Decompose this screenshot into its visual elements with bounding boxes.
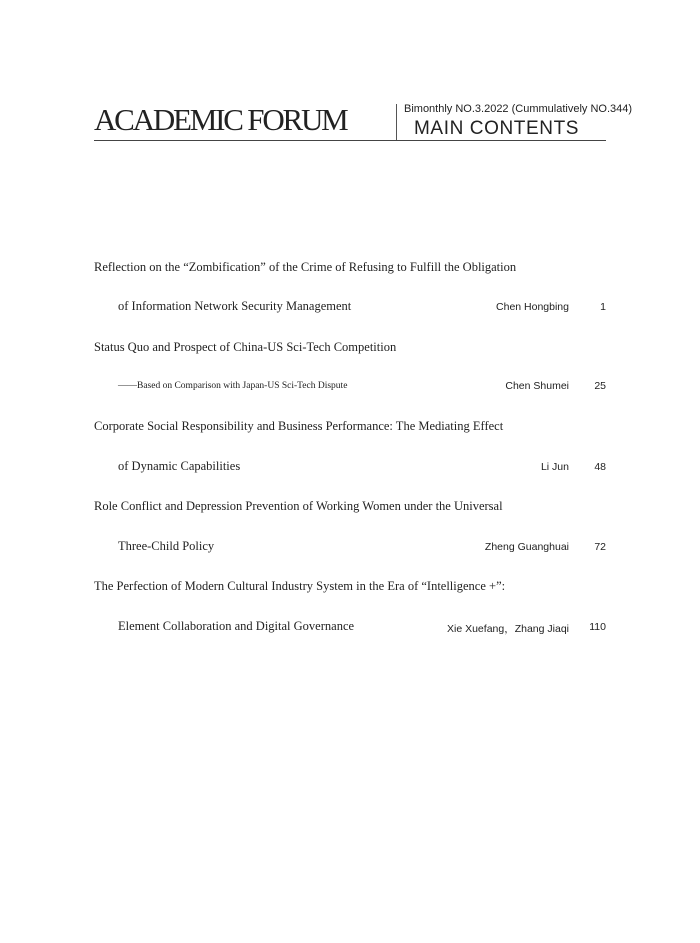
issue-info: Bimonthly NO.3.2022 (Cummulatively NO.344) — [404, 103, 633, 115]
toc-entry-3-title-continued[interactable]: of Dynamic Capabilities — [118, 459, 241, 473]
toc-entry-4-page[interactable]: 72 — [594, 541, 606, 553]
toc-entry-2-subtitle[interactable]: ——Based on Comparison with Japan-US Sci-Tech Dispute — [118, 381, 348, 391]
toc-entry-3-author: Li Jun — [540, 461, 569, 473]
toc-entry-2-author: Chen Shumei — [505, 380, 569, 392]
toc-entry-2-page[interactable]: 25 — [594, 380, 606, 392]
toc-entry-1-title-continued[interactable]: of Information Network Security Management — [118, 299, 352, 313]
toc-entry-5-title[interactable]: The Perfection of Modern Cultural Industry System in the Era of “Intelligence +”: — [94, 579, 506, 593]
toc-entry-3-page[interactable]: 48 — [594, 461, 606, 473]
toc-entry-5-page[interactable]: 110 — [589, 621, 606, 633]
header-divider — [396, 104, 397, 140]
toc-entry-5-title-continued[interactable]: Element Collaboration and Digital Governance — [118, 619, 355, 633]
journal-title: ACADEMIC FORUM — [94, 102, 347, 137]
header-rule — [94, 140, 606, 141]
toc-entry-1-page[interactable]: 1 — [600, 301, 606, 313]
toc-entry-3-title[interactable]: Corporate Social Responsibility and Business Performance: The Mediating Effect — [94, 419, 504, 433]
toc-entry-5-author: Xie Xuefang，Zhang Jiaqi — [447, 623, 569, 635]
toc-entry-1-author: Chen Hongbing — [496, 301, 569, 313]
toc-entry-4-title-continued[interactable]: Three-Child Policy — [118, 539, 215, 553]
toc-entry-1-title[interactable]: Reflection on the “Zombification” of the Crime of Refusing to Fulfill the Obligation — [94, 260, 517, 274]
toc-entry-2-title[interactable]: Status Quo and Prospect of China-US Sci-Tech Competition — [94, 340, 397, 354]
contents-heading: MAIN CONTENTS — [414, 118, 580, 139]
toc-entry-4-author: Zheng Guanghuai — [484, 541, 569, 553]
toc-entry-4-title[interactable]: Role Conflict and Depression Prevention of Working Women under the Universal — [94, 499, 503, 513]
